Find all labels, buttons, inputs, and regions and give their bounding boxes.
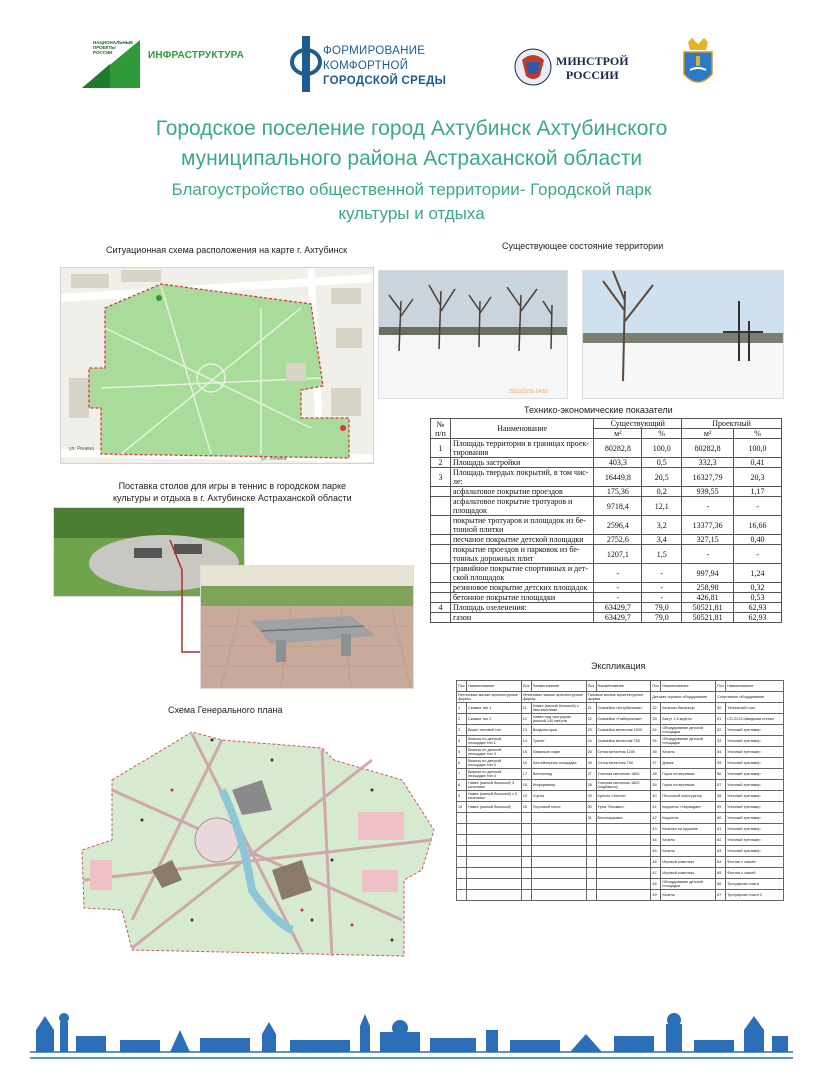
main-title: Городское поселение город Ахтубинск Ахтубинского муниципального района Астраханской области xyxy=(155,117,668,170)
explication-caption: Экспликация xyxy=(591,661,646,671)
tennis-render-large xyxy=(200,565,414,689)
street-label-right: ул. Ленина xyxy=(261,456,287,462)
astrakhan-coat-of-arms-icon xyxy=(680,36,716,90)
situation-map xyxy=(60,267,374,464)
existing-state-caption: Существующее состояние территории xyxy=(502,241,664,251)
explication-row: 7 Вазоны по детской площадке тип 4 17 Велосипед 27 Уличная металлик 1800 38 Горка на веревках 56 Уличный тренажер xyxy=(457,769,784,780)
explication-header-cell: Наименование xyxy=(596,681,651,692)
tennis-caption: Поставка столов для игры в теннис в городском парке культуры и отдыха в г. Ахтубинске Астраханской области xyxy=(113,481,352,503)
general-plan-caption: Схема Генерального плана xyxy=(168,705,283,715)
national-projects-small-text: НАЦИОНАЛЬНЫЕ ПРОЕКТЫ РОССИИ xyxy=(93,40,134,55)
explication-row: 48 Оборудование детской площадки 66 Тротуарная плита xyxy=(457,879,784,890)
explication-group-cell: Спортивное оборудование xyxy=(716,692,784,703)
explication-row: 9 Навес (малый большой) с 3 качелями 19 Сцена 29 Кресло «Антон» 40 Песочный конструктор 58 Уличный тренажер xyxy=(457,791,784,802)
explication-group-cell: Детские игровое оборудование xyxy=(651,692,716,703)
street-label-left: ул. Ренина xyxy=(69,446,95,452)
explication-header-cell: Поз xyxy=(457,681,467,692)
explication-table xyxy=(456,680,784,901)
indicators-row: 2 Площадь застройки 403,3 0,5 332,3 0,41 xyxy=(431,458,782,468)
explication-header-cell: Поз xyxy=(716,681,726,692)
indicators-caption: Технико-экономические показатели xyxy=(524,405,673,415)
indicators-row: 1 Площадь территории в границах проек-тирования 80282,8 100,0 80282,8 100,0 xyxy=(431,439,782,458)
explication-header-cell: Наименование xyxy=(726,681,784,692)
indicators-row: 4 Площадь озеленения: 63429,7 79,0 50521,81 62,93 xyxy=(431,603,782,613)
eagle-emblem-icon xyxy=(514,46,552,88)
explication-row: 46 Игровой комплекс 64 Фонтан с чашей xyxy=(457,857,784,868)
explication-header-cell: Наименование xyxy=(661,681,716,692)
explication-row: 6 Вазоны по детской площадке тип 3 16 Контейнерная площадка 26 Сетка металлик 750 37 Домик 55 Уличный тренажер xyxy=(457,758,784,769)
explication-header-cell: Поз xyxy=(521,681,531,692)
explication-row: 44 Качель 62 Уличный тренажер xyxy=(457,835,784,846)
explication-group-cell: Нетиповые малые архитектурные формы xyxy=(521,692,586,703)
explication-row: 45 Качель 63 Уличный тренажер xyxy=(457,846,784,857)
explication-header-cell: Наименование xyxy=(466,681,521,692)
existing-photo-2 xyxy=(582,270,784,399)
indicators-row: бетонное покрытие площадки - - 426,81 0,53 xyxy=(431,593,782,603)
indicators-row: песчаное покрытие детской площадки 2752,6 3,4 327,15 0,40 xyxy=(431,535,782,545)
explication-header-cell: Поз xyxy=(651,681,661,692)
explication-row: 10 Навес (малый большой) 20 Перговый полог 30 Урна "Москвич" 41 Карусель «Нарвадан» 59 Уличный тренажер xyxy=(457,802,784,813)
explication-row: 47 Игровой комплекс 65 Фонтан с чашей xyxy=(457,868,784,879)
explication-row: 49 Качель 67 Тротуарная плита 2 xyxy=(457,890,784,901)
explication-header-cell: Наименование xyxy=(531,681,586,692)
comfortable-city-logo xyxy=(288,32,328,96)
indicators-row: 3 Площадь твердых покрытий, в том чис-ле: 16449,8 20,5 16327,79 20,3 xyxy=(431,468,782,487)
indicators-row: асфальтовое покрытие проездов 175,36 0,2 939,55 1,17 xyxy=(431,487,782,497)
explication-row: 3 Вазон типовой тип 13 Входная арка 23 Скамейка металлик 1500 34 Оборудование детской площадки 52 Уличный тренажер xyxy=(457,725,784,736)
indicators-row: газон 63429,7 79,0 50521,81 62,93 xyxy=(431,613,782,623)
indicators-row: покрытие тротуаров и площадок из бе-тонной плитки 2596,4 3,2 13377,36 16,66 xyxy=(431,516,782,535)
indicators-row: покрытие проездов и парковок из бе-тонных дорожных плит 1207,1 1,5 - - xyxy=(431,545,782,564)
explication-group-cell: Типовые малые архитектурные формы xyxy=(586,692,651,703)
explication-header-cell: Поз xyxy=(586,681,596,692)
comfortable-city-text: ФОРМИРОВАНИЕ КОМФОРТНОЙ ГОРОДСКОЙ СРЕДЫ xyxy=(323,45,447,87)
explication-row: 8 Навес (малый большой) 3 качелями 18 Информатор 28 Уличная металлик 1800 (подбашня) 39 Горка на веревках 57 Уличный тренажер xyxy=(457,780,784,791)
infrastructure-caption: ИНФРАСТРУКТУРА xyxy=(148,50,245,61)
indicators-table: № п/п Наименование Существующий Проектный м² % м² % 1 Площадь территории в границах проек-тирования 80282,8 100,0 80282,8 100,0 2 Площадь застройки 403,3 0,5 332,3 0,41 3 Площадь твердых покрытий, в том чис-ле: 16449,8 20,5 16327,79 20,3 асфальтовое покрытие проездов 175,36 0,2 939,55 1,17 асфальтовое покрытие тротуаров и площадок 9718,4 12,1 - - покрытие тротуаров и площадок из бе-тонной плитки 2596,4 3,2 13377,36 16,66 песчаное покрытие детской площадки 2752,6 3,4 327,15 0,40 покрытие проездов и парковок из бе-тонных дорожных плит 1207,1 1,5 - - гравийное покрытие спортивных и дет-ской площадок - - 997,94 1,24 резиновое покрытие детских площадок - - 258,98 0,32 бетонное покрытие площадки - - 426,81 0,53 4 Площадь озеленения: 63429,7 79,0 50521,81 62,93 газон 63429,7 79,0 50521,81 62,93 xyxy=(430,418,782,623)
existing-photo-1 xyxy=(378,270,568,399)
explication-row: 31 Велопарковка 42 Карусель 60 Уличный тренажер xyxy=(457,813,784,824)
explication-row: 1 Скамья тип 1 11 Навес (малый большой) с 3мя качелями 21 Скамейка «Ахтубинская» 32 Качалки-балансир 50 Теннисный стол xyxy=(457,703,784,714)
subtitle: Благоустройство общественной территории- Городской парк культуры и отдыха xyxy=(171,180,652,223)
city-skyline-decoration xyxy=(30,1000,793,1062)
explication-row: 2 Скамья тип 2 12 Навес над тротуаром (малый 140 метров 22 Скамейка «Набережная» 33 Батут 1,5 муфты 51 СО-2213 Шведская стенка xyxy=(457,714,784,725)
indicators-row: асфальтовое покрытие тротуаров и площадок 9718,4 12,1 - - xyxy=(431,497,782,516)
indicators-row: резиновое покрытие детских площадок - - 258,98 0,32 xyxy=(431,583,782,593)
explication-group-cell: Нетиповые малые архитектурные формы xyxy=(457,692,522,703)
general-plan-drawing xyxy=(72,720,447,960)
explication-row: 5 Вазоны по детской площадке тип 3 15 Павильон кафе 25 Сетка металлик 1200 36 Качель 54 Уличный тренажер xyxy=(457,747,784,758)
map-caption: Ситуационная схема расположения на карте г. Ахтубинск xyxy=(106,245,348,255)
minstroy-text: МИНСТРОЙ РОССИИ xyxy=(556,54,629,82)
explication-row: 43 Качалка на пружине 61 Уличный тренажер xyxy=(457,824,784,835)
indicators-row: гравийное покрытие спортивных и дет-ской площадок - - 997,94 1,24 xyxy=(431,564,782,583)
explication-row: 4 Вазоны по детской площадке тип 1 14 Туалет 24 Скамейка металлик 750 35 Оборудование детской площадки 53 Уличный тренажер xyxy=(457,736,784,747)
photo-timestamp: 2021/12/16 14:53 xyxy=(509,389,548,395)
